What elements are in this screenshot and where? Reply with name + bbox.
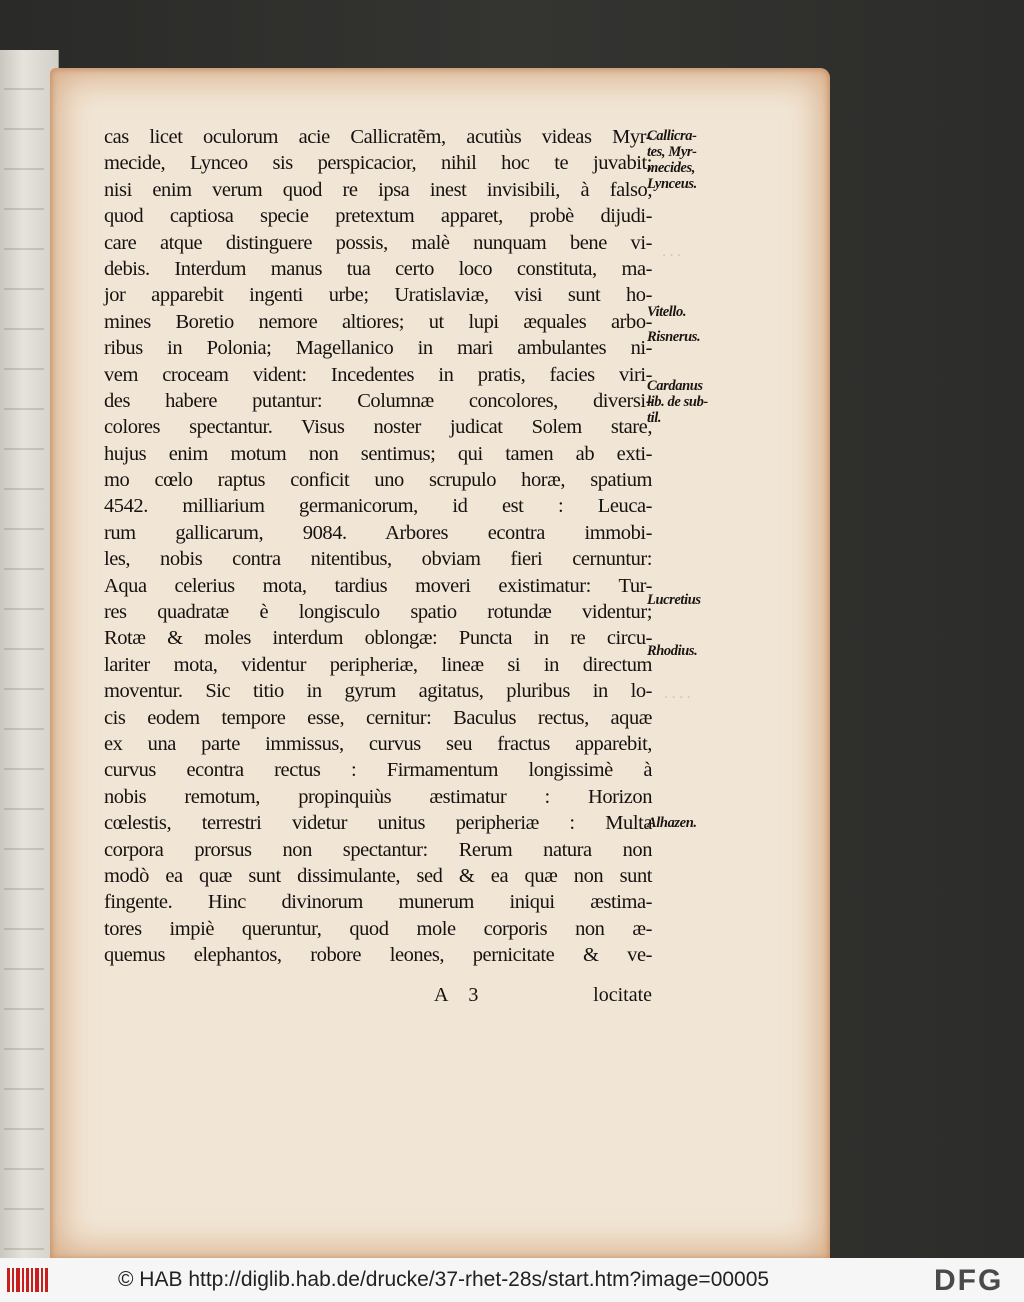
text-line: jor apparebit ingenti urbe; Uratislaviæ, visi sunt ho- — [104, 284, 652, 307]
text-line: vem croceam vident: Incedentes in pratis, facies viri- — [104, 363, 652, 386]
marginal-note-callicrates — [647, 128, 735, 192]
text-line: cis eodem tempore esse, cernitur: Baculus rectus, aquæ — [104, 706, 652, 729]
marginal-line: Lynceus. — [647, 176, 697, 192]
marginal-line: Callicra- — [647, 128, 697, 144]
text-line: mecide, Lynceo sis perspicacior, nihil hoc te juvabit; — [104, 152, 652, 175]
text-line: debis. Interdum manus tua certo loco constituta, ma- — [104, 257, 652, 280]
text-line: cœlestis, terrestri videtur unitus peripheriæ : Multa — [104, 812, 652, 835]
body-text — [104, 124, 652, 969]
marginal-line: Alhazen. — [647, 815, 697, 831]
text-line: Aqua celerius mota, tardius moveri existimatur: Tur- — [104, 574, 652, 597]
text-line: fingente. Hinc divinorum munerum iniqui æstima- — [104, 891, 652, 914]
text-line: Rotæ & moles interdum oblongæ: Puncta in re circu- — [104, 627, 652, 650]
marginal-line: tes, Myr- — [647, 144, 697, 160]
marginal-line: lib. de sub- — [647, 394, 708, 410]
marginal-note-vitello — [647, 304, 735, 320]
marginal-note-cardanus — [647, 378, 735, 426]
text-line: tores impiè queruntur, quod mole corporis non æ- — [104, 917, 652, 940]
text-line: cas licet oculorum acie Callicratẽm, acutiùs videas Myr- — [104, 126, 652, 148]
marginal-note-alhazen — [647, 815, 735, 831]
text-line: des habere putantur: Columnæ concolores, diversi- — [104, 389, 652, 412]
text-line: hujus enim motum non sentimus; qui tamen ab exti- — [104, 442, 652, 465]
catchword: locitate — [593, 984, 652, 1006]
text-line: modò ea quæ sunt dissimulante, sed & ea quæ non sunt — [104, 864, 652, 887]
marginal-line: Vitello. — [647, 304, 687, 320]
marginal-line: mecides, — [647, 160, 695, 176]
marginal-note-rhodius — [647, 643, 735, 659]
marginal-note-lucretius — [647, 592, 735, 608]
bleed-through-mark: · · · · — [664, 690, 691, 706]
text-line: lariter mota, videntur peripheriæ, lineæ si in directum — [104, 653, 652, 676]
text-line: curvus econtra rectus : Firmamentum longissimè à — [104, 759, 652, 782]
marginal-line: Lucretius — [647, 592, 701, 608]
marginal-line: Risnerus. — [647, 329, 701, 345]
page-edge-marks — [4, 50, 44, 1258]
text-line: rum gallicarum, 9084. Arbores econtra immobi- — [104, 521, 652, 544]
text-line: care atque distinguere possis, malè nunquam bene vi- — [104, 231, 652, 254]
text-line: ex una parte immissus, curvus seu fractus apparebit, — [104, 732, 652, 755]
text-line: ribus in Polonia; Magellanico in mari ambulantes ni- — [104, 337, 652, 360]
dfg-logo[interactable]: DFG — [934, 1264, 1004, 1297]
text-line: moventur. Sic titio in gyrum agitatus, pluribus in lo- — [104, 680, 652, 703]
text-line: res quadratæ è longisculo spatio rotundæ videntur; — [104, 601, 652, 624]
hab-barcode-logo-icon[interactable] — [6, 1266, 50, 1294]
text-line: quemus elephantos, robore leones, pernicitate & ve- — [104, 944, 652, 967]
text-line: quod captiosa specie pretextum apparet, probè dijudi- — [104, 205, 652, 228]
text-line: mines Boretio nemore altiores; ut lupi æquales arbo- — [104, 310, 652, 333]
text-line: colores spectantur. Visus noster judicat Solem stare, — [104, 416, 652, 439]
text-line: corpora prorsus non spectantur: Rerum natura non — [104, 838, 652, 861]
marginal-note-risnerus — [647, 329, 735, 345]
marginal-line: Rhodius. — [647, 643, 698, 659]
text-line: 4542. milliarium germanicorum, id est : Leuca- — [104, 495, 652, 518]
copyright-url-link[interactable]: © HAB http://diglib.hab.de/drucke/37-rhet-28s/start.htm?image=00005 — [118, 1268, 770, 1291]
marginal-line: Cardanus — [647, 378, 703, 394]
text-line: nisi enim verum quod re ipsa inest invisibili, à falso, — [104, 178, 652, 201]
text-line: les, nobis contra nitentibus, obviam fieri cernuntur: — [104, 548, 652, 571]
page-footer — [104, 984, 652, 1010]
text-line: nobis remotum, propinquiùs æstimatur : Horizon — [104, 785, 652, 808]
signature-mark: A 3 — [434, 984, 487, 1006]
text-line: mo cœlo raptus conficit uno scrupulo horæ, spatium — [104, 469, 652, 492]
bleed-through-mark: · · · — [662, 248, 681, 264]
marginal-line: til. — [647, 410, 662, 426]
